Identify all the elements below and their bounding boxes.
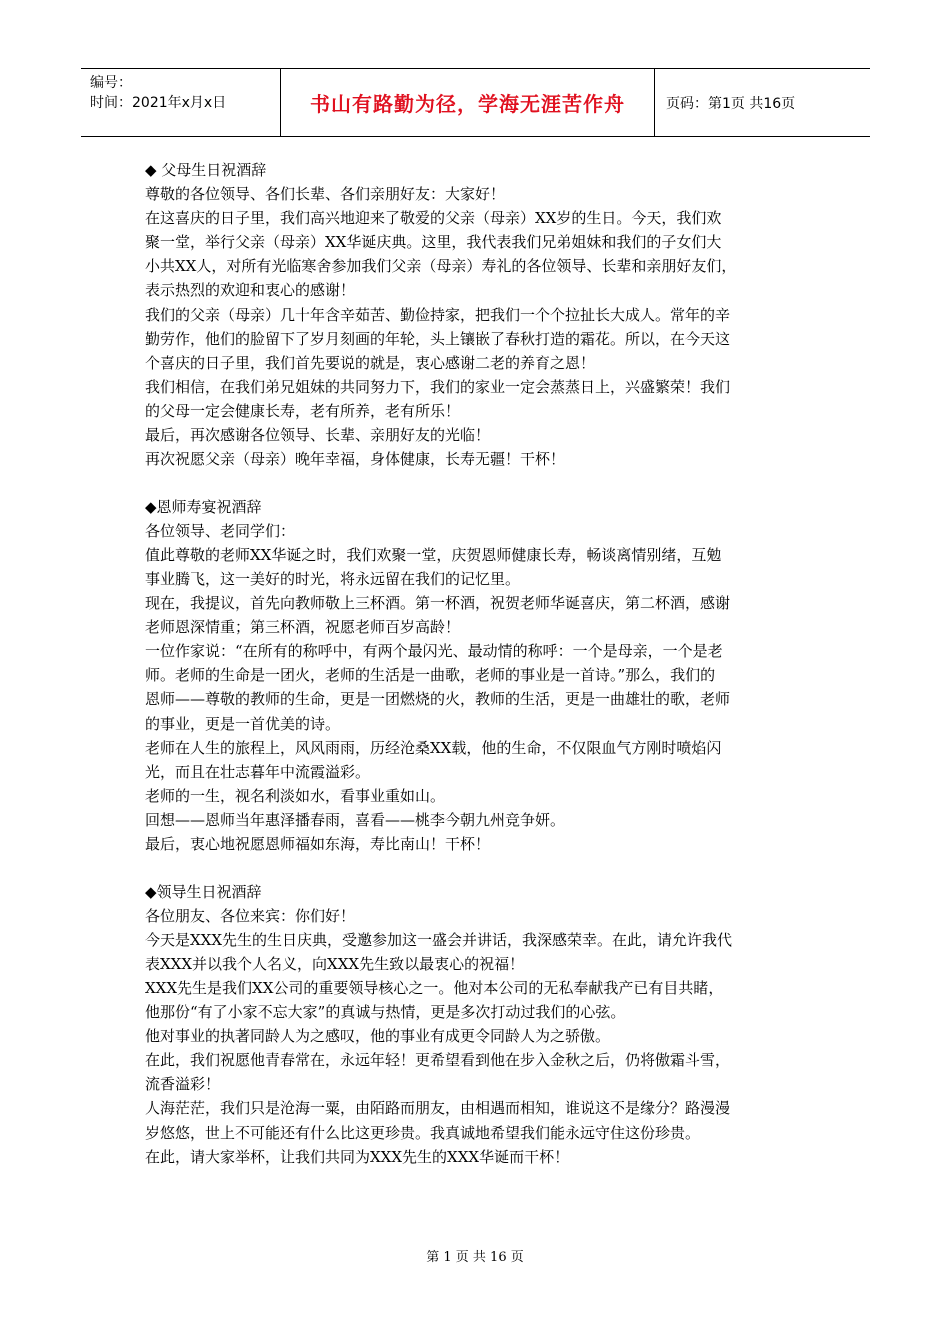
paragraph-line: 今天是XXX先生的生日庆典，受邀参加这一盛会并讲话，我深感荣幸。在此，请允许我代 xyxy=(145,930,733,949)
page-header xyxy=(81,68,870,137)
paragraph-line: 各位领导、老同学们： xyxy=(145,521,296,540)
paragraph-line: 他那份“有了小家不忘大家”的真诚与热情，更是多次打动过我们的心弦。 xyxy=(145,1003,626,1022)
paragraph-line: 各位朋友、各位来宾：你们好！ xyxy=(145,906,356,925)
number-label: 编号： xyxy=(90,75,132,91)
section xyxy=(145,495,815,856)
paragraph-line: 最后，衷心地祝愿恩师福如东海，寿比南山！干杯！ xyxy=(145,835,491,854)
paragraph-line: 光，而且在壮志暮年中流霞溢彩。 xyxy=(145,762,371,781)
paragraph-line: 老师恩深情重；第三杯酒，祝愿老师百岁高龄！ xyxy=(145,618,461,637)
section xyxy=(145,880,815,1169)
paragraph-line: 我们相信，在我们弟兄姐妹的共同努力下，我们的家业一定会蒸蒸日上，兴盛繁荣！我们 xyxy=(145,377,731,396)
section-title: ◆领导生日祝酒辞 xyxy=(145,882,262,901)
section-title: ◆ 父母生日祝酒辞 xyxy=(145,161,267,179)
paragraph-line: 尊敬的各位领导、各们长辈、各们亲朋好友：大家好！ xyxy=(145,185,506,204)
paragraph-line: 流香溢彩！ xyxy=(145,1075,221,1094)
paragraph-line: XXX先生是我们XX公司的重要领导核心之一。他对本公司的无私奉献我产已有目共睹， xyxy=(145,979,724,997)
paragraph-line: 的父母一定会健康长寿，老有所养，老有所乐！ xyxy=(145,401,461,420)
paragraph-line: 回想——恩师当年惠泽播春雨，喜看——桃李今朝九州竞争妍。 xyxy=(145,810,566,829)
paragraph-line: 在此，我们祝愿他青春常在，永远年轻！更希望看到他在步入金秋之后，仍将傲霜斗雪， xyxy=(145,1051,731,1070)
paragraph-line: 师。老师的生命是一团火，老师的生活是一曲歌，老师的事业是一首诗。”那么，我们的 xyxy=(145,666,716,685)
paragraph-line: 他对事业的执著同龄人为之感叹，他的事业有成更令同龄人为之骄傲。 xyxy=(145,1027,611,1046)
section xyxy=(145,158,815,471)
paragraph-line: 聚一堂，举行父亲（母亲）XX华诞庆典。这里，我代表我们兄弟姐妹和我们的子女们大 xyxy=(145,233,722,252)
paragraph-line: 老师在人生的旅程上，风风雨雨，历经沧桑XX载，他的生命，不仅限血气方刚时喷焰闪 xyxy=(145,738,722,757)
paragraph-line: 在这喜庆的日子里，我们高兴地迎来了敬爱的父亲（母亲）XX岁的生日。今天，我们欢 xyxy=(145,209,722,228)
paragraph-line: 岁悠悠，世上不可能还有什么比这更珍贵。我真诚地希望我们能永远守住这份珍贵。 xyxy=(145,1123,701,1142)
paragraph-line: 在此，请大家举杯，让我们共同为XXX先生的XXX华诞而干杯！ xyxy=(145,1147,570,1166)
paragraph-line: 表示热烈的欢迎和衷心的感谢！ xyxy=(145,281,356,300)
paragraph-line: 恩师——尊敬的教师的生命，更是一团燃烧的火，教师的生活，更是一曲雄壮的歌，老师 xyxy=(145,690,731,709)
paragraph-line: 老师的一生，视名利淡如水，看事业重如山。 xyxy=(145,786,446,805)
paragraph-line: 小共XX人，对所有光临寒舍参加我们父亲（母亲）寿礼的各位领导、长辈和亲朋好友们， xyxy=(145,257,737,276)
section-title: ◆恩师寿宴祝酒辞 xyxy=(145,497,262,516)
header-motto: 书山有路勤为径，学海无涯苦作舟 xyxy=(281,69,655,136)
paragraph-line: 表XXX并以我个人名义，向XXX先生致以最衷心的祝福！ xyxy=(145,954,525,973)
paragraph-line: 勤劳作，他们的脸留下了岁月刻画的年轮，头上镶嵌了春秋打造的霜花。所以，在今天这 xyxy=(145,329,731,348)
paragraph-line: 一位作家说：“在所有的称呼中，有两个最闪光、最动情的称呼：一个是母亲，一个是老 xyxy=(145,642,723,661)
header-meta xyxy=(81,69,281,136)
paragraph-line: 事业腾飞，这一美好的时光，将永远留在我们的记忆里。 xyxy=(145,570,521,588)
paragraph-line: 的事业，更是一首优美的诗。 xyxy=(145,714,341,733)
document-body xyxy=(145,158,815,1169)
header-page-info: 页码：第1页 共16页 xyxy=(666,95,796,112)
paragraph-line: 最后，再次感谢各位领导、长辈、亲朋好友的光临！ xyxy=(145,426,491,445)
paragraph-line: 值此尊敬的老师XX华诞之时，我们欢聚一堂，庆贺恩师健康长寿，畅谈离情别绪，互勉 xyxy=(145,545,722,564)
paragraph-line: 人海茫茫，我们只是沧海一粟，由陌路而朋友，由相遇而相知，谁说这不是缘分？路漫漫 xyxy=(145,1099,731,1118)
date-label: 时间：2021年x月x日 xyxy=(90,95,227,111)
paragraph-line: 现在，我提议，首先向教师敬上三杯酒。第一杯酒，祝贺老师华诞喜庆，第二杯酒，感谢 xyxy=(145,594,731,613)
paragraph-line: 再次祝愿父亲（母亲）晚年幸福，身体健康，长寿无疆！干杯！ xyxy=(145,450,566,469)
paragraph-line: 我们的父亲（母亲）几十年含辛茹苦、勤俭持家，把我们一个个拉扯长大成人。常年的辛 xyxy=(145,305,731,324)
paragraph-line: 个喜庆的日子里，我们首先要说的就是，衷心感谢二老的养育之恩！ xyxy=(145,353,596,372)
page-footer: 第 1 页 共 16 页 xyxy=(426,1250,524,1265)
